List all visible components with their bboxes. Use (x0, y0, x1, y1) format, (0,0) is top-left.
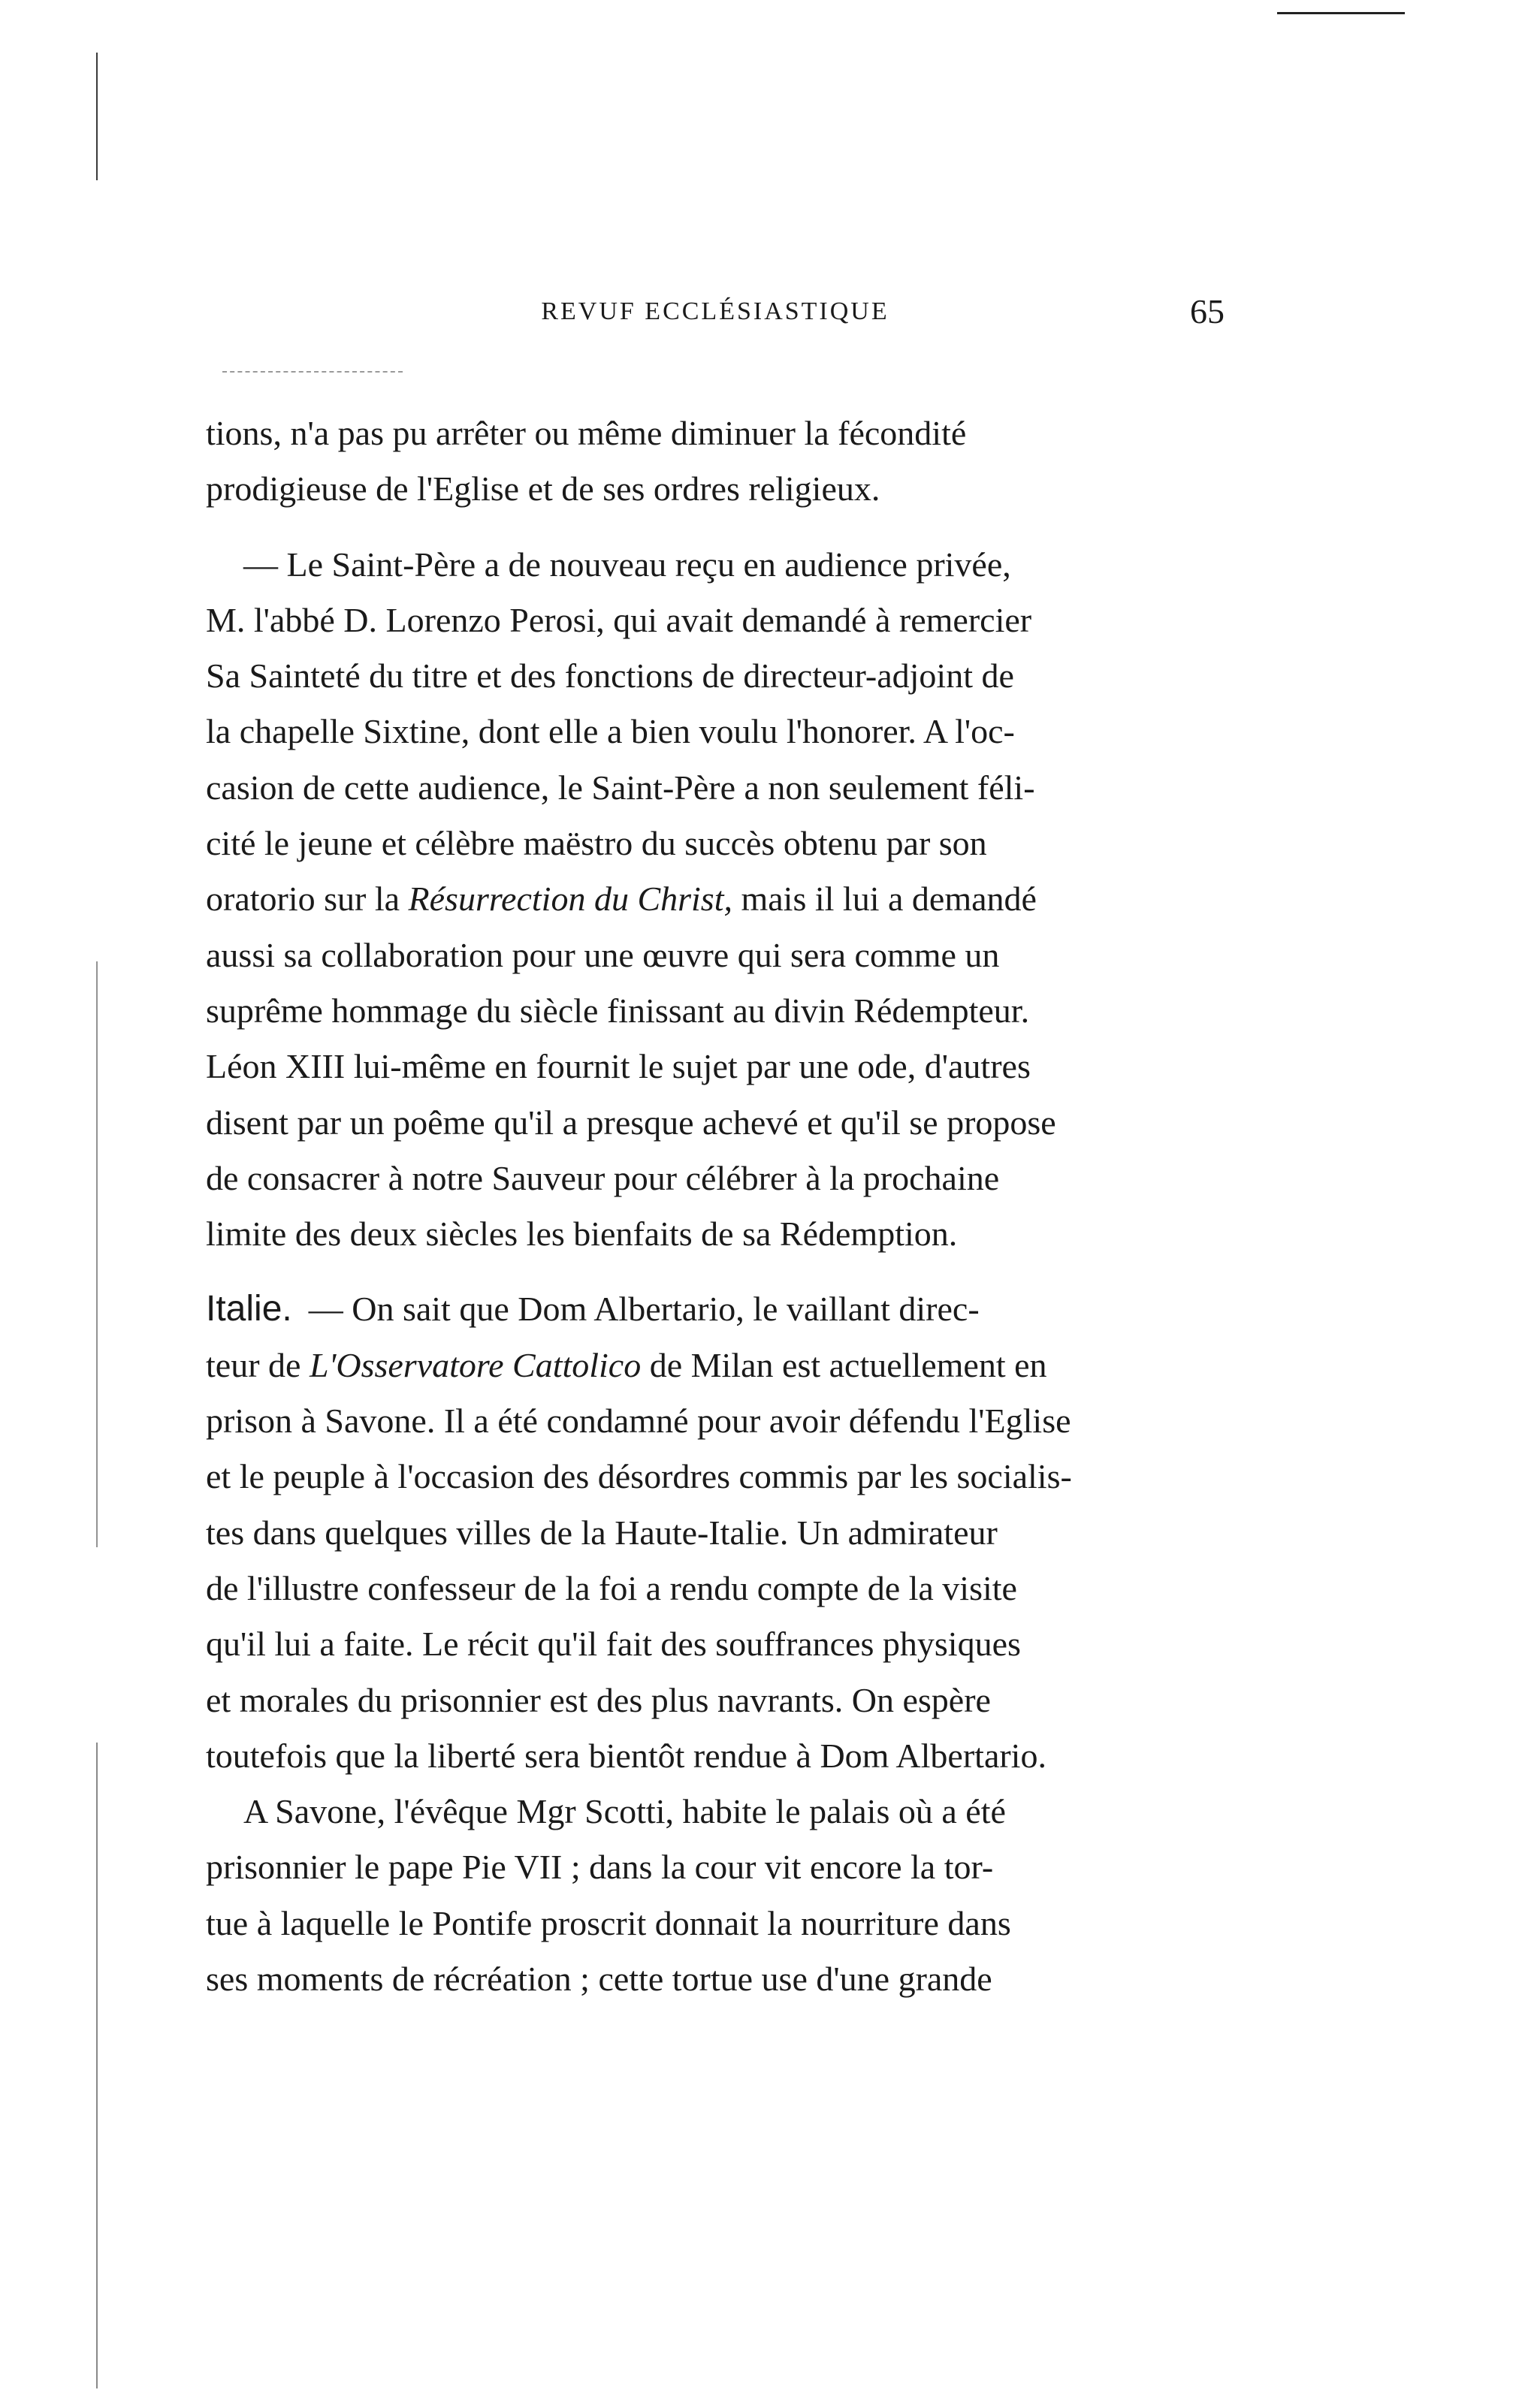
line-text: casion de cette audience, le Saint-Père a non seulement féli- (206, 768, 1035, 807)
italic-title: L'Osservatore Cattolico (309, 1345, 642, 1384)
text-line (206, 1673, 1225, 1728)
line-text: de l'illustre confesseur de la foi a rendu compte de la visite (206, 1568, 1017, 1607)
line-text: prisonnier le pape Pie VII ; dans la cour vit encore la tor- (206, 1848, 994, 1887)
text-line (206, 648, 1225, 704)
text-line (206, 816, 1225, 871)
line-text-part: — On sait que Dom Albertario, le vaillant direc- (308, 1290, 980, 1329)
line-text (206, 1281, 980, 1337)
text-line (206, 1151, 1225, 1206)
text-line (206, 1951, 1225, 2007)
section-heading: Italie. (206, 1289, 292, 1329)
line-text: A Savone, l'évêque Mgr Scotti, habite le palais où a été (243, 1792, 1006, 1831)
italic-title: Résurrection du Christ, (408, 880, 732, 919)
line-text: aussi sa collaboration pour une œuvre qui sera comme un (206, 935, 1000, 974)
line-text: prodigieuse de l'Eglise et de ses ordres religieux. (206, 469, 880, 508)
line-text: limite des deux siècles les bienfaits de sa Rédemption. (206, 1215, 958, 1254)
text-line (206, 1896, 1225, 1951)
text-line (206, 593, 1225, 648)
line-text: cité le jeune et célèbre maëstro du succès obtenu par son (206, 824, 987, 863)
line-text (206, 1338, 1047, 1393)
text-line (206, 1784, 1225, 1839)
line-text: tes dans quelques villes de la Haute-Italie. Un admirateur (206, 1513, 998, 1552)
text-line (206, 1449, 1225, 1504)
line-text-part: de Milan est actuellement en (641, 1345, 1047, 1384)
line-text: — Le Saint-Père a de nouveau reçu en audience privée, (243, 545, 1011, 584)
line-text (206, 871, 1037, 927)
text-line (206, 871, 1225, 927)
line-text-part: oratorio sur la (206, 880, 409, 919)
text-line (206, 983, 1225, 1039)
line-text: et le peuple à l'occasion des désordres commis par les socialis- (206, 1457, 1072, 1496)
body-text (206, 406, 1225, 2007)
text-line (206, 1393, 1225, 1449)
text-line (206, 1728, 1225, 1784)
line-text: ses moments de récréation ; cette tortue use d'une grande (206, 1960, 992, 1999)
scan-edge-rule (1277, 12, 1405, 14)
text-line (206, 704, 1225, 759)
text-line (206, 1206, 1225, 1262)
line-text: et morales du prisonnier est des plus navrants. On espère (206, 1680, 991, 1719)
header-rule (222, 371, 403, 373)
line-text: M. l'abbé D. Lorenzo Perosi, qui avait demandé à remercier (206, 600, 1032, 639)
paragraph-perosi (206, 537, 1225, 1263)
line-text: toutefois que la liberté sera bientôt rendue à Dom Albertario. (206, 1736, 1046, 1775)
line-text: Léon XIII lui-même en fournit le sujet par une ode, d'autres (206, 1047, 1031, 1086)
text-line (206, 928, 1225, 983)
running-title: REVUF ECCLÉSIASTIQUE (541, 297, 889, 325)
paragraph-continuation (206, 406, 1225, 518)
running-head (206, 291, 1225, 336)
text-line (206, 461, 1225, 517)
text-line (206, 1839, 1225, 1895)
line-text: suprême hommage du siècle finissant au divin Rédempteur. (206, 991, 1030, 1030)
text-line (206, 1616, 1225, 1672)
text-line (206, 1505, 1225, 1561)
paragraph-savone (206, 1784, 1225, 2007)
line-text: tions, n'a pas pu arrêter ou même diminuer la fécondité (206, 414, 967, 452)
text-line (206, 1338, 1225, 1393)
line-text: prison à Savone. Il a été condamné pour avoir défendu l'Eglise (206, 1402, 1071, 1441)
line-text: la chapelle Sixtine, dont elle a bien voulu l'honorer. A l'oc- (206, 712, 1015, 751)
text-line (206, 1039, 1225, 1094)
text-line (206, 1095, 1225, 1151)
text-line (206, 760, 1225, 816)
scan-edge-mark (96, 1743, 98, 2388)
text-line (206, 1281, 1225, 1337)
scan-edge-mark (96, 53, 98, 180)
line-text-part: mais il lui a demandé (732, 880, 1037, 919)
line-text: disent par un poême qu'il a presque achevé et qu'il se propose (206, 1103, 1056, 1142)
paragraph-italie (206, 1281, 1225, 1784)
text-line (206, 1561, 1225, 1616)
text-line (206, 406, 1225, 461)
line-text-part: teur de (206, 1345, 310, 1384)
page-number: 65 (1190, 292, 1225, 330)
line-text: qu'il lui a faite. Le récit qu'il fait des souffrances physiques (206, 1625, 1021, 1664)
line-text: Sa Sainteté du titre et des fonctions de directeur-adjoint de (206, 656, 1014, 696)
line-text: tue à laquelle le Pontife proscrit donnait la nourriture dans (206, 1903, 1011, 1942)
line-text: de consacrer à notre Sauveur pour célébrer à la prochaine (206, 1158, 1000, 1197)
scan-edge-mark (96, 961, 98, 1547)
text-line (206, 537, 1225, 593)
